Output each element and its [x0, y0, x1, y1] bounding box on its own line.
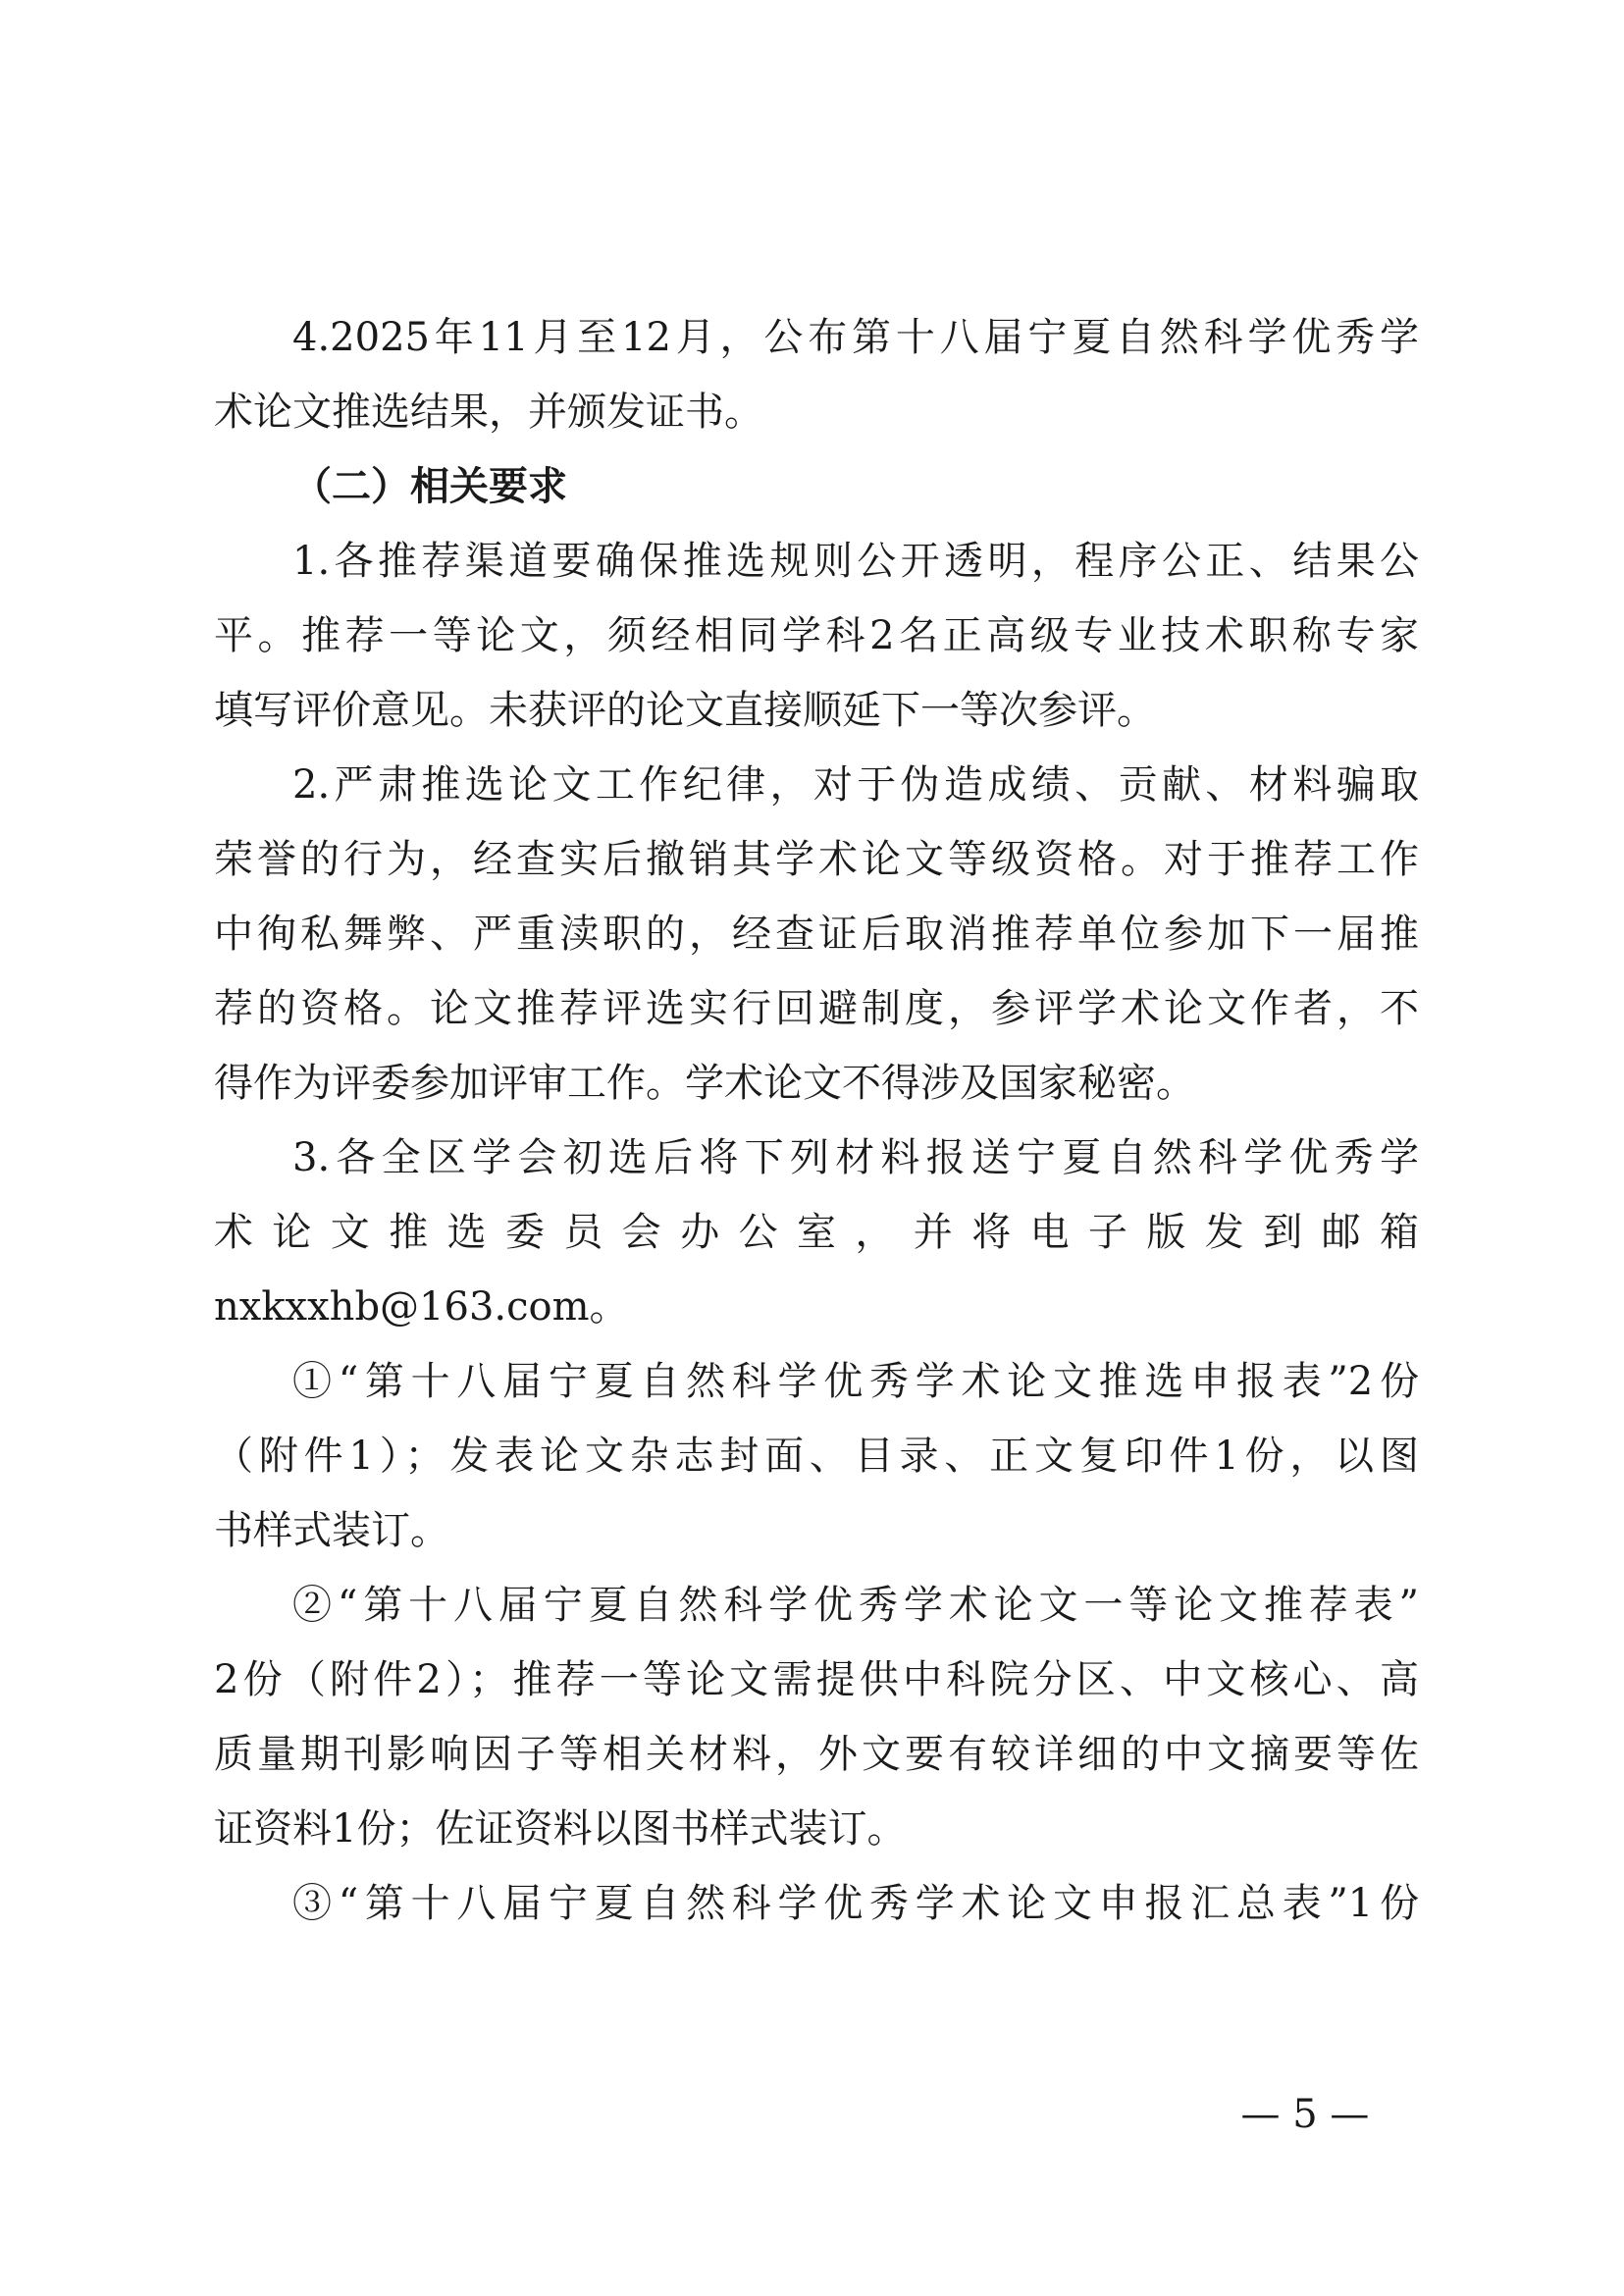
paragraph-line: 书样式装订。 — [214, 1508, 449, 1553]
paragraph-line: 荣誉的行为，经查实后撤销其学术论文等级资格。对于推荐工作 — [214, 837, 1419, 882]
paragraph-line: 中徇私舞弊、严重渎职的，经查证后取消推荐单位参加下一届推 — [214, 912, 1419, 957]
paragraph-line: 证资料1份；佐证资料以图书样式装订。 — [214, 1806, 907, 1852]
section-heading: （二）相关要求 — [292, 463, 567, 509]
paragraph-line: 填写评价意见。未获评的论文直接顺延下一等次参评。 — [214, 688, 1156, 733]
email-address: nxkxxhb@163.com。 — [214, 1284, 629, 1330]
paragraph-line: 3.各全区学会初选后将下列材料报送宁夏自然科学优秀学 — [292, 1135, 1419, 1180]
document-body — [214, 300, 1419, 1941]
paragraph-line: 术论文推选委员会办公室，并将电子版发到邮箱 — [214, 1210, 1419, 1255]
paragraph-line: 术论文推选结果，并颁发证书。 — [214, 390, 763, 435]
paragraph-line: （附件1）；发表论文杂志封面、目录、正文复印件1份，以图 — [214, 1434, 1419, 1479]
paragraph-line: 平。推荐一等论文，须经相同学科2名正高级专业技术职称专家 — [214, 613, 1419, 658]
paragraph-line: 质量期刊影响因子等相关材料，外文要有较详细的中文摘要等佐 — [214, 1732, 1419, 1777]
list-item-line: ③“第十八届宁夏自然科学优秀学术论文申报汇总表”1份 — [292, 1881, 1419, 1926]
paragraph-line: 得作为评委参加评审工作。学术论文不得涉及国家秘密。 — [214, 1061, 1195, 1106]
paragraph-line: 4.2025年11月至12月，公布第十八届宁夏自然科学优秀学 — [292, 315, 1419, 360]
paragraph-line: 2份（附件2）；推荐一等论文需提供中科院分区、中文核心、高 — [214, 1657, 1419, 1702]
list-item-line: ②“第十八届宁夏自然科学优秀学术论文一等论文推荐表” — [292, 1583, 1419, 1628]
paragraph-line: 2.严肃推选论文工作纪律，对于伪造成绩、贡献、材料骗取 — [292, 762, 1419, 808]
paragraph-line: 1.各推荐渠道要确保推选规则公开透明，程序公正、结果公 — [292, 539, 1419, 584]
list-item-line: ①“第十八届宁夏自然科学优秀学术论文推选申报表”2份 — [292, 1359, 1419, 1404]
page-number: — 5 — — [1240, 2092, 1370, 2137]
paragraph-line: 荐的资格。论文推荐评选实行回避制度，参评学术论文作者，不 — [214, 986, 1419, 1031]
